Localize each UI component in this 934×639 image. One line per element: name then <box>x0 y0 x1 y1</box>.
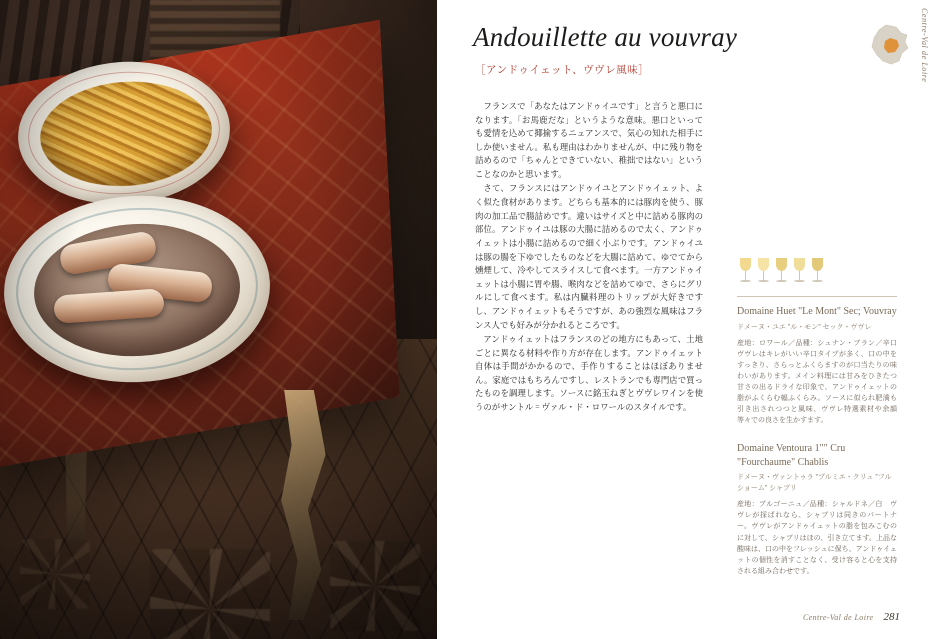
page-footer <box>803 611 900 623</box>
wine-divider <box>737 296 897 297</box>
wine-description: 産地：ロワール／品種：シュナン・ブラン／辛口 ヴヴレはキレがいい辛口タイプが多く、口の中をすっきり、さらっとふくらますのが口当たりの味わいがあります。メイン料理には甘みをひきたつ甘さの出るドライな印象で、アンドゥイェットの脂がふくらむ幅ふくらみ。ソースに似られ肥満も引き出されつつと風味、ヴヴレ特選素材や余韻等々での良さを生かすます。 <box>737 340 904 425</box>
photo-page <box>0 0 437 639</box>
wine-glass-icon <box>775 258 788 284</box>
wine-glass-icon <box>739 258 752 284</box>
food-photograph <box>0 0 437 639</box>
body-paragraph: アンドゥイェットはフランスのどの地方にもあって、土地ごとに異なる材料や作り方が存在します。アンドゥイェット自体は手間がかかるので、手作りすることはほぼありません。家庭ではもちろんですし、レストランでも専門店で買ったものを調理します。ソースに銘玉ねぎとヴヴレワインを使うのがサントル゠ヴァル・ド・ロワールのスタイルです。 <box>475 334 703 413</box>
wine-glass-icon <box>793 258 806 284</box>
body-paragraph: さて、フランスにはアンドゥイユとアンドゥイェット、よく似た食材があります。どちらも基本的には豚肉を使う、豚肉の加工品で腸詰めです。違いはサイズと中に詰める豚肉の部位。アンドゥイユは豚の大腸に詰めるので太く、アンドゥイェットは小腸に詰めるので細く小ぶりです。アンドゥイユは豚の腸を下ゆでしたものなどを大腸に詰めて、ゆでてから燻煙して、冷やしてスライスして食べます。一方アンドゥイェットは小腸に胃や腸、喉肉などを詰めてゆで、さらにグリルにして食べます。私は内臓料理のトリップが大好きですし、アンドゥイェットもそうですが、あの強烈な風味はフランス人でも好みが分かれるところです。 <box>475 183 703 330</box>
wine-name: Domaine Ventoura 1"" Cru "Fourchaume" Chablis <box>737 443 846 468</box>
wine-glass-rating <box>739 258 897 284</box>
floor-star-inlay <box>330 541 420 631</box>
wine-description: 産地：ブルゴーニュ／品種：シャルドネ／白 ヴヴレが採ばれなら、シャブリは同きのパートナー。ヴヴレがアンドゥイェットの脂を包みこむのに対して、シャブリはほの、引き立てます。上品な酸味は、口の中をフレッシュに保ち、アンドゥイェットの個性を消すことなく、受け容ると心を支持される組み合わせです。 <box>737 501 897 575</box>
wine-glass-icon <box>811 258 824 284</box>
body-paragraph: フランスで「あなたはアンドゥイユです」と言うと悪口になります。「お馬鹿だな」というような意味。悪口といっても愛情を込めて揶揄するニュアンスで、気心の知れた相手にしか使いません。私も理由はわかりませんが、中に残り物を詰めるので「ちゃんとできていない、稚拙ではない」ということなのかと思います。 <box>475 101 703 180</box>
wine-name: Domaine Huet "Le Mont" Sec; Vouvray <box>737 306 897 317</box>
footer-region: Centre-Val de Loire <box>802 613 874 622</box>
page-title: Andouillette au vouvray <box>473 22 738 52</box>
body-text <box>475 100 703 416</box>
wine-glass-icon <box>757 258 770 284</box>
text-page <box>437 0 934 639</box>
page-number: 281 <box>883 611 900 623</box>
wine-name-kana: ドメーヌ・ユエ ”ル・モン” セック・ヴヴレ <box>737 323 872 331</box>
floor-star-inlay <box>150 549 270 639</box>
page-subtitle: ［アンドゥイェット、ヴヴレ風味］ <box>475 64 650 76</box>
wine-pairing-section <box>737 258 904 593</box>
france-map-icon <box>866 22 912 68</box>
region-side-tab: Centre-Val de Loire <box>920 8 929 83</box>
wine-name-kana: ドメーヌ・ヴァントゥラ ”プルミエ・クリュ ”フルショーム” シャブリ <box>737 474 892 492</box>
floor-star-inlay <box>20 539 90 609</box>
